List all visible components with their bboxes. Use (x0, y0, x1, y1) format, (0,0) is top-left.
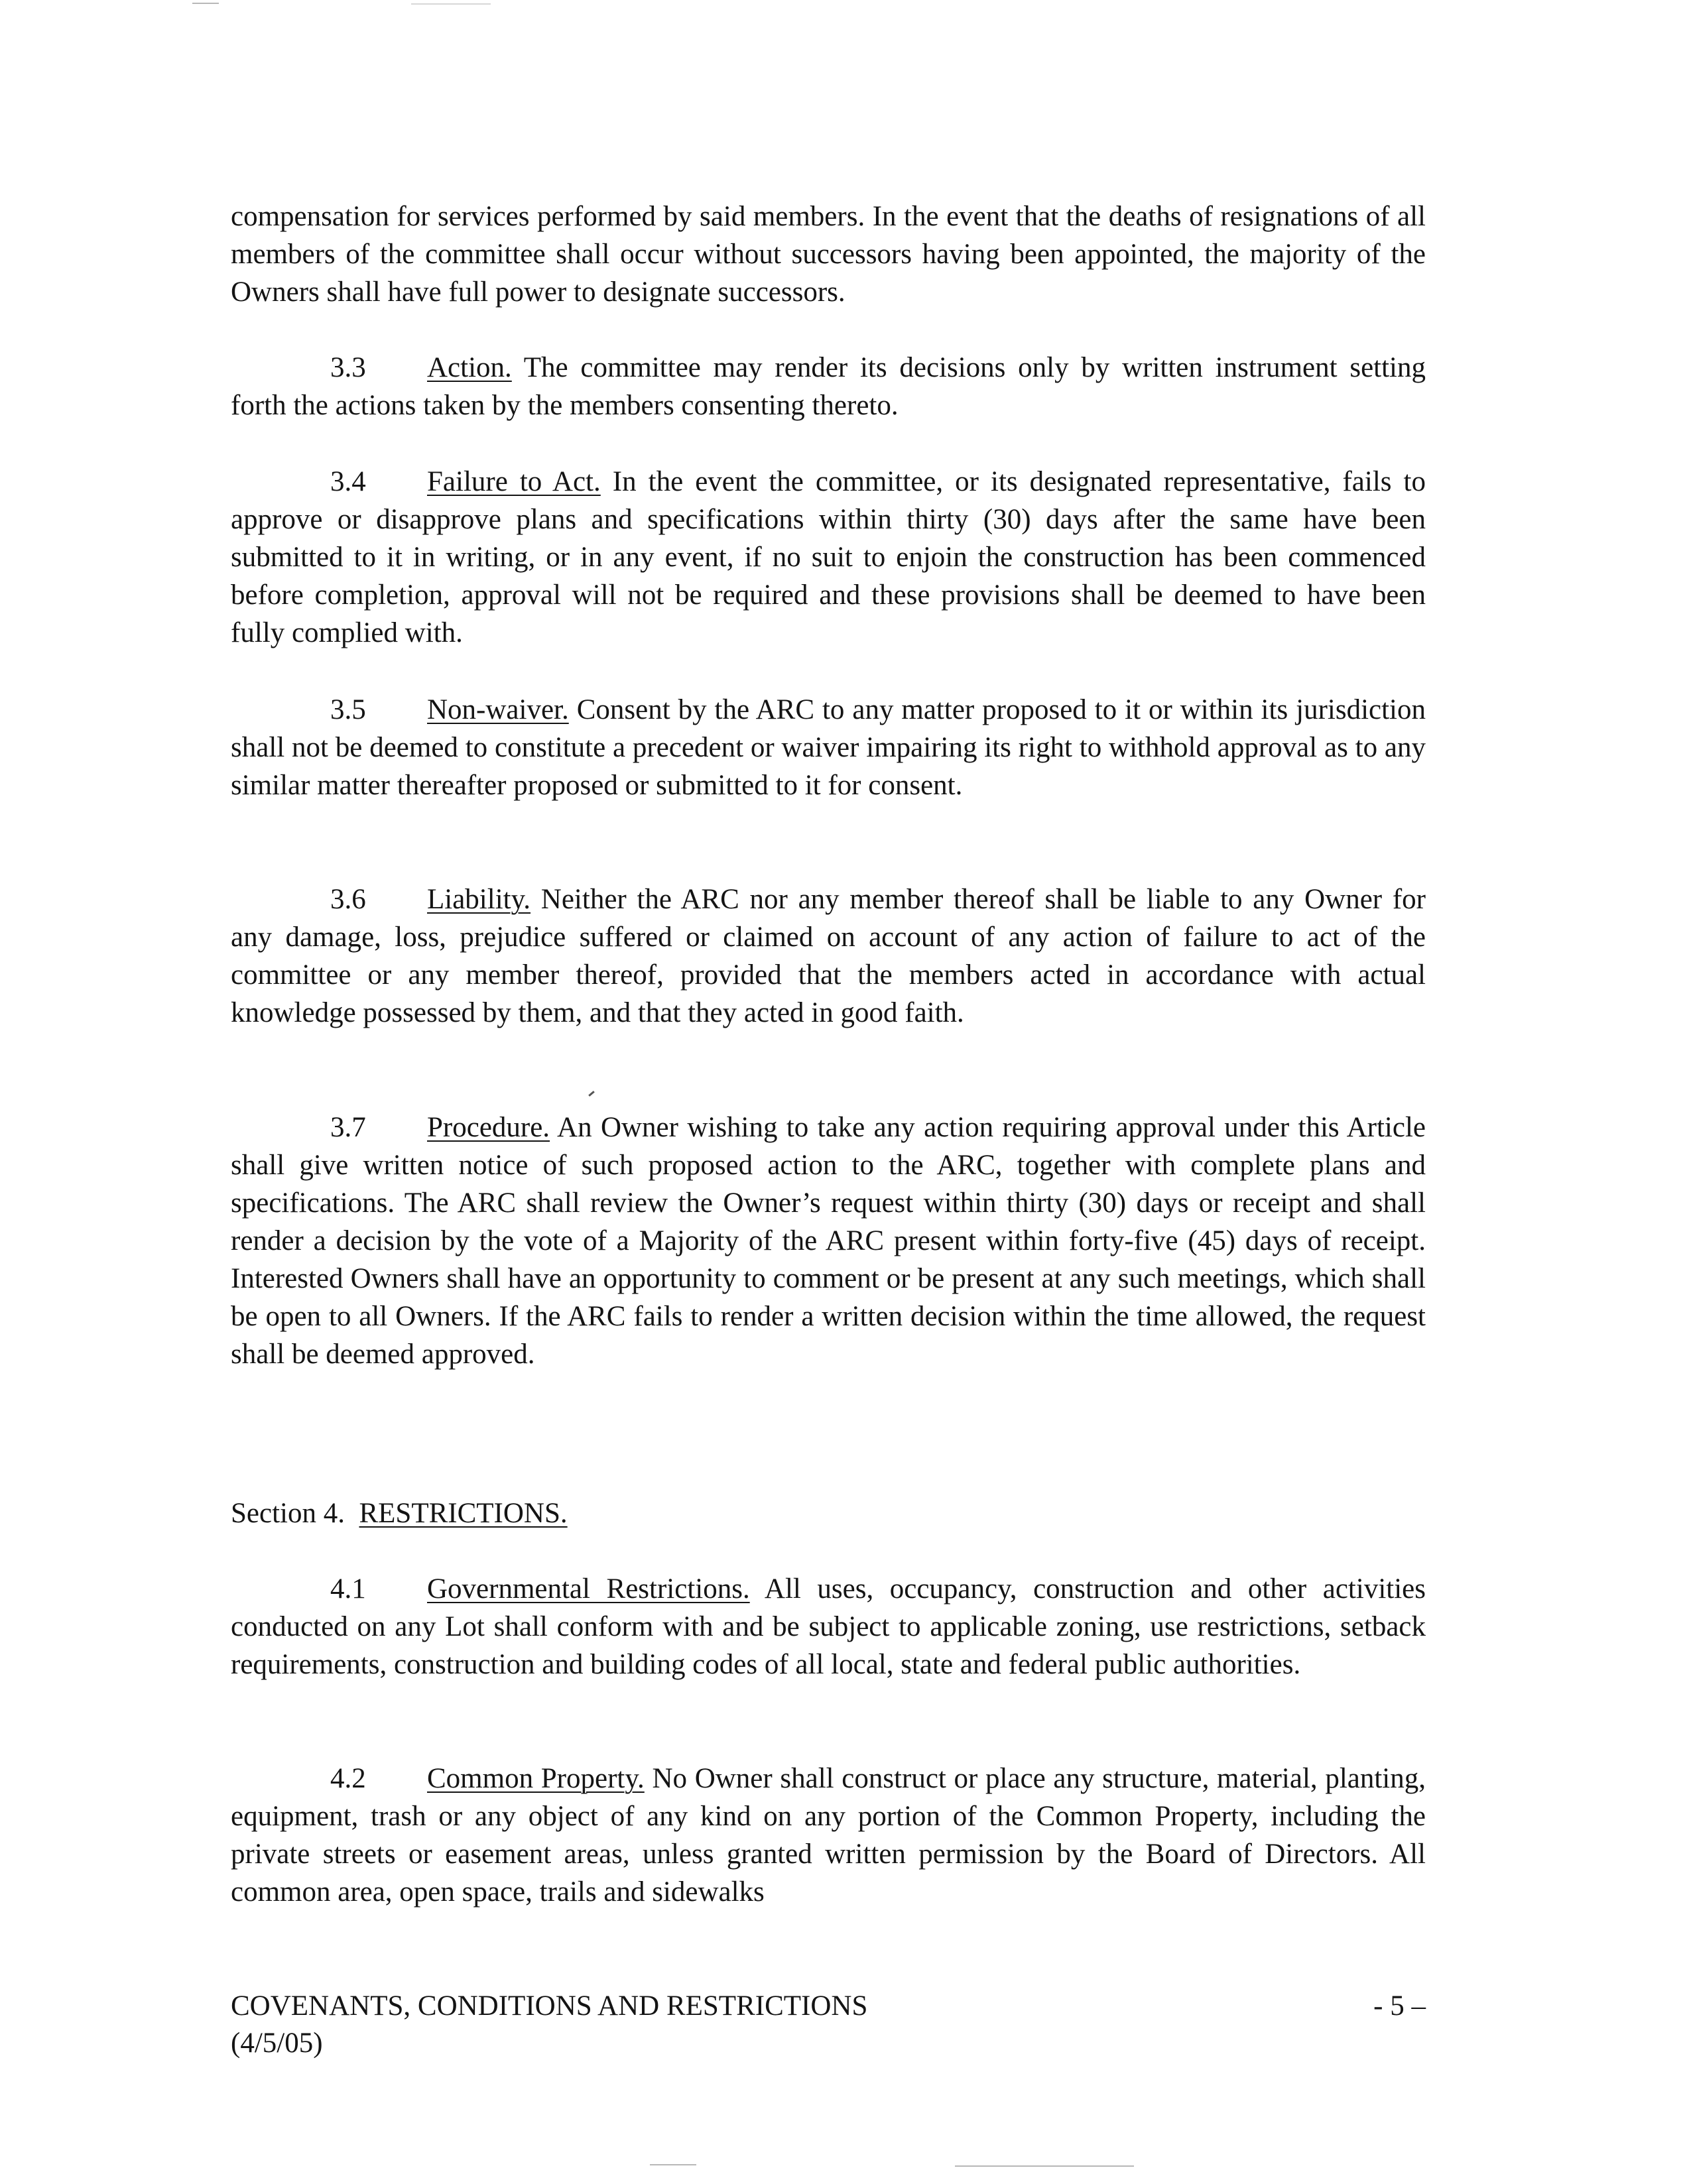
section-number: 3.3 (330, 352, 366, 383)
section-heading: Action. (427, 352, 512, 383)
section-3-5 (231, 691, 1426, 804)
section-4-1 (231, 1570, 1426, 1683)
footer-title: COVENANTS, CONDITIONS AND RESTRICTIONS (231, 1990, 868, 2022)
section-text: The committee may render its decisions only by written instrument setting forth the actions taken by the members consenting thereto. (231, 352, 1426, 421)
section-heading: Common Property. (427, 1763, 645, 1794)
section-3-4 (231, 463, 1426, 652)
section-text: No Owner shall construct or place any structure, material, planting, equipment, trash or any object of any kind on any portion of the Common Property, including the private streets or easement areas, unless granted written permission by the Board of Directors. All common area, open space, trails and sidewalks (231, 1763, 1426, 1908)
stray-ink-mark (588, 1091, 595, 1097)
section-number: 3.7 (330, 1112, 366, 1143)
section-text: All uses, occupancy, construction and other activities conducted on any Lot shall conform with and be subject to applicable zoning, use restrictions, setback requirements, construction and building codes of all local, state and federal public authorities. (231, 1573, 1426, 1680)
section-label: Section 4. (231, 1498, 345, 1529)
scan-artifact-bottom (650, 2164, 696, 2165)
section-text: An Owner wishing to take any action requiring approval under this Article shall give written notice of such proposed action to the ARC, together with complete plans and specifications. The ARC shall review the Owner’s request within thirty (30) days or receipt and shall render a decision by the vote of a Majority of the ARC present within forty-five (45) days of receipt. Interested Owners shall have an opportunity to comment or be present at any such meetings, which shall be open to all Owners. If the ARC fails to render a written decision within the time allowed, the request shall be deemed approved. (231, 1112, 1426, 1370)
section-3-7 (231, 1109, 1426, 1373)
section-heading: Non-waiver. (427, 694, 569, 725)
section-3-6 (231, 880, 1426, 1032)
section-4-heading (231, 1494, 1426, 1532)
section-heading: Failure to Act. (427, 466, 601, 497)
scan-artifact-top (411, 3, 491, 5)
section-text: Neither the ARC nor any member thereof shall be liable to any Owner for any damage, loss, prejudice suffered or claimed on account of any action of failure to act of the committee or any member thereof, provided that the members acted in accordance with actual knowledge possessed by them, and that they acted in good faith. (231, 884, 1426, 1028)
footer-date: (4/5/05) (231, 2028, 323, 2059)
scan-artifact-top (192, 3, 219, 4)
section-3-3 (231, 349, 1426, 424)
section-heading: Procedure. (427, 1112, 550, 1143)
section-heading: Liability. (427, 884, 531, 915)
paragraph-continuation (231, 198, 1426, 311)
scan-artifact-bottom (955, 2165, 1134, 2167)
section-number: 3.4 (330, 466, 366, 497)
paragraph-text: compensation for services performed by said members. In the event that the deaths of resignations of all members of the committee shall occur without successors having been appointed, the majority of the Owners shall have full power to designate successors. (231, 201, 1426, 308)
section-4-2 (231, 1760, 1426, 1911)
section-heading: Governmental Restrictions. (427, 1573, 750, 1605)
section-text: Consent by the ARC to any matter proposed to it or within its jurisdiction shall not be deemed to constitute a precedent or waiver impairing its right to withhold approval as to any similar matter thereafter proposed or submitted to it for consent. (231, 694, 1426, 801)
page-number: - 5 – (1373, 1990, 1426, 2022)
section-text: In the event the committee, or its designated representative, fails to approve or disapprove plans and specifications within thirty (30) days after the same have been submitted to it in writing, or in any event, if no suit to enjoin the construction has been commenced before completion, approval will not be required and these provisions shall be deemed to have been fully complied with. (231, 466, 1426, 648)
section-number: 4.1 (330, 1573, 366, 1605)
section-number: 4.2 (330, 1763, 366, 1794)
footer (231, 1988, 867, 2062)
section-number: 3.6 (330, 884, 366, 915)
section-number: 3.5 (330, 694, 366, 725)
section-title: RESTRICTIONS. (359, 1498, 568, 1529)
